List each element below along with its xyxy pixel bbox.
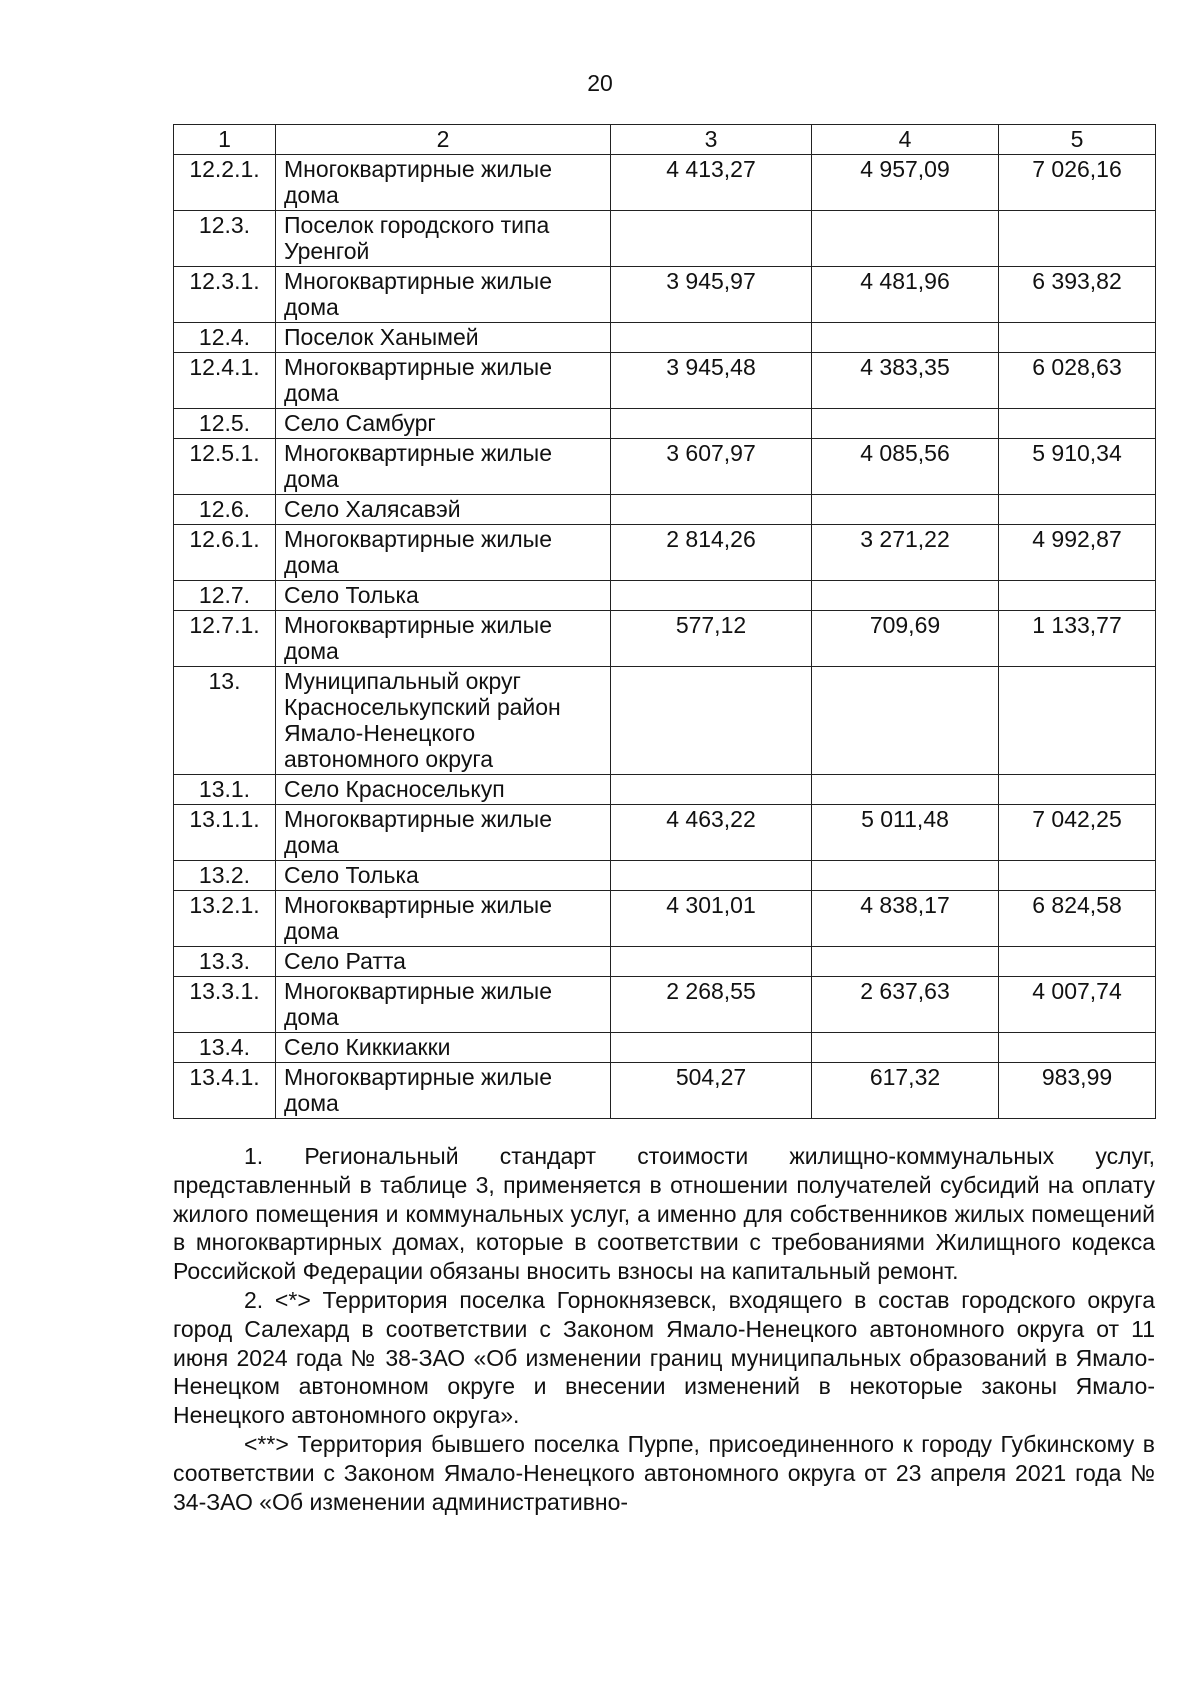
row-number-cell: 12.5.1. [174,439,276,495]
row-name-cell: Село Самбург [276,409,611,439]
row-name-cell: Многоквартирные жилые дома [276,977,611,1033]
value-cell-col4: 4 838,17 [812,891,999,947]
row-name-cell: Многоквартирные жилые дома [276,155,611,211]
value-cell-col3 [611,581,812,611]
row-number-cell: 13.3. [174,947,276,977]
table-row [174,581,1156,611]
value-cell-col3: 577,12 [611,611,812,667]
row-number-cell: 12.7.1. [174,611,276,667]
row-name-cell: Многоквартирные жилые дома [276,353,611,409]
row-number-cell: 12.5. [174,409,276,439]
table-row [174,1033,1156,1063]
table-row [174,525,1156,581]
row-number-cell: 13.4.1. [174,1063,276,1119]
value-cell-col4: 2 637,63 [812,977,999,1033]
value-cell-col3: 2 814,26 [611,525,812,581]
value-cell-col3 [611,323,812,353]
row-number-cell: 12.6.1. [174,525,276,581]
value-cell-col4 [812,211,999,267]
row-name-cell: Многоквартирные жилые дома [276,891,611,947]
value-cell-col5 [999,667,1156,775]
tariff-table [173,124,1156,1119]
table-row [174,439,1156,495]
table-row [174,155,1156,211]
value-cell-col4 [812,581,999,611]
value-cell-col3 [611,861,812,891]
row-number-cell: 13.1.1. [174,805,276,861]
value-cell-col3 [611,947,812,977]
column-header: 4 [812,125,999,155]
value-cell-col3: 2 268,55 [611,977,812,1033]
row-name-cell: Село Красноселькуп [276,775,611,805]
value-cell-col5: 6 824,58 [999,891,1156,947]
value-cell-col4: 5 011,48 [812,805,999,861]
row-name-cell: Многоквартирные жилые дома [276,805,611,861]
value-cell-col3: 504,27 [611,1063,812,1119]
value-cell-col4: 4 481,96 [812,267,999,323]
value-cell-col5 [999,947,1156,977]
column-header: 2 [276,125,611,155]
value-cell-col5 [999,409,1156,439]
table-row [174,667,1156,775]
value-cell-col5 [999,861,1156,891]
value-cell-col4: 4 383,35 [812,353,999,409]
value-cell-col5: 6 028,63 [999,353,1156,409]
value-cell-col4 [812,1033,999,1063]
value-cell-col5 [999,1033,1156,1063]
row-number-cell: 13.2.1. [174,891,276,947]
note-paragraph: 1. Региональный стандарт стоимости жилищно-коммунальных услуг, представленный в таблице 3, применяется в отношении получателей субсидий на оплату жилого помещения и коммунальных услуг, а именно для собственников жилых помещений в многоквартирных домах, которые в соответствии с требованиями Жилищного кодекса Российской Федерации обязаны вносить взносы на капитальный ремонт. [173,1143,1155,1285]
value-cell-col3: 4 413,27 [611,155,812,211]
row-name-cell: Поселок городского типа Уренгой [276,211,611,267]
value-cell-col5: 4 992,87 [999,525,1156,581]
table-row [174,267,1156,323]
table-row [174,495,1156,525]
row-name-cell: Многоквартирные жилые дома [276,611,611,667]
row-name-cell: Село Халясавэй [276,495,611,525]
row-number-cell: 12.3.1. [174,267,276,323]
row-name-cell: Село Киккиакки [276,1033,611,1063]
row-name-cell: Поселок Ханымей [276,323,611,353]
column-header: 5 [999,125,1156,155]
value-cell-col3 [611,1033,812,1063]
value-cell-col3 [611,409,812,439]
value-cell-col4 [812,323,999,353]
table-row [174,409,1156,439]
value-cell-col4: 4 085,56 [812,439,999,495]
page-number: 20 [587,70,613,96]
value-cell-col5: 6 393,82 [999,267,1156,323]
value-cell-col5 [999,581,1156,611]
row-name-cell: Село Толька [276,861,611,891]
row-number-cell: 13.1. [174,775,276,805]
value-cell-col5: 4 007,74 [999,977,1156,1033]
value-cell-col4 [812,947,999,977]
row-name-cell: Многоквартирные жилые дома [276,267,611,323]
table-row [174,211,1156,267]
value-cell-col4 [812,667,999,775]
row-number-cell: 12.2.1. [174,155,276,211]
value-cell-col3: 4 463,22 [611,805,812,861]
table-row [174,775,1156,805]
value-cell-col4: 709,69 [812,611,999,667]
value-cell-col4: 4 957,09 [812,155,999,211]
value-cell-col5 [999,323,1156,353]
table-row [174,861,1156,891]
value-cell-col3 [611,775,812,805]
table-row [174,611,1156,667]
row-name-cell: Многоквартирные жилые дома [276,439,611,495]
value-cell-col3 [611,667,812,775]
row-number-cell: 12.7. [174,581,276,611]
value-cell-col5: 983,99 [999,1063,1156,1119]
notes-section [173,1142,1155,1516]
value-cell-col3: 3 607,97 [611,439,812,495]
value-cell-col3 [611,211,812,267]
row-name-cell: Муниципальный округ Красноселькупский район Ямало-Ненецкого автономного округа [276,667,611,775]
row-name-cell: Село Толька [276,581,611,611]
value-cell-col5 [999,495,1156,525]
value-cell-col5: 7 042,25 [999,805,1156,861]
table-row [174,891,1156,947]
table-header-row [174,125,1156,155]
value-cell-col5: 7 026,16 [999,155,1156,211]
row-number-cell: 12.3. [174,211,276,267]
value-cell-col4: 3 271,22 [812,525,999,581]
row-name-cell: Многоквартирные жилые дома [276,525,611,581]
value-cell-col3: 3 945,97 [611,267,812,323]
note-paragraph: <**> Территория бывшего поселка Пурпе, присоединенного к городу Губкинскому в соответствии с Законом Ямало-Ненецкого автономного округа от 23 апреля 2021 года № 34-ЗАО «Об изменении административно- [173,1430,1155,1515]
row-name-cell: Многоквартирные жилые дома [276,1063,611,1119]
table-row [174,947,1156,977]
row-number-cell: 13. [174,667,276,775]
row-number-cell: 13.3.1. [174,977,276,1033]
value-cell-col4 [812,409,999,439]
value-cell-col5 [999,211,1156,267]
value-cell-col4: 617,32 [812,1063,999,1119]
note-paragraph: 2. <*> Территория поселка Горнокнязевск, входящего в состав городского округа город Салехард в соответствии с Законом Ямало-Ненецкого автономного округа от 11 июня 2024 года № 38-ЗАО «Об изменении границ муниципальных образований в Ямало-Ненецком автономном округе и внесении изменений в некоторые законы Ямало-Ненецкого автономного округа». [173,1286,1155,1429]
value-cell-col5 [999,775,1156,805]
table-row [174,805,1156,861]
value-cell-col4 [812,495,999,525]
row-number-cell: 12.4.1. [174,353,276,409]
table-row [174,353,1156,409]
value-cell-col4 [812,861,999,891]
value-cell-col5: 5 910,34 [999,439,1156,495]
row-number-cell: 12.6. [174,495,276,525]
value-cell-col4 [812,775,999,805]
row-number-cell: 13.2. [174,861,276,891]
value-cell-col3: 4 301,01 [611,891,812,947]
value-cell-col5: 1 133,77 [999,611,1156,667]
column-header: 1 [174,125,276,155]
table-row [174,323,1156,353]
value-cell-col3: 3 945,48 [611,353,812,409]
table-row [174,977,1156,1033]
column-header: 3 [611,125,812,155]
value-cell-col3 [611,495,812,525]
row-number-cell: 13.4. [174,1033,276,1063]
table-row [174,1063,1156,1119]
table-body [174,155,1156,1119]
row-number-cell: 12.4. [174,323,276,353]
row-name-cell: Село Ратта [276,947,611,977]
